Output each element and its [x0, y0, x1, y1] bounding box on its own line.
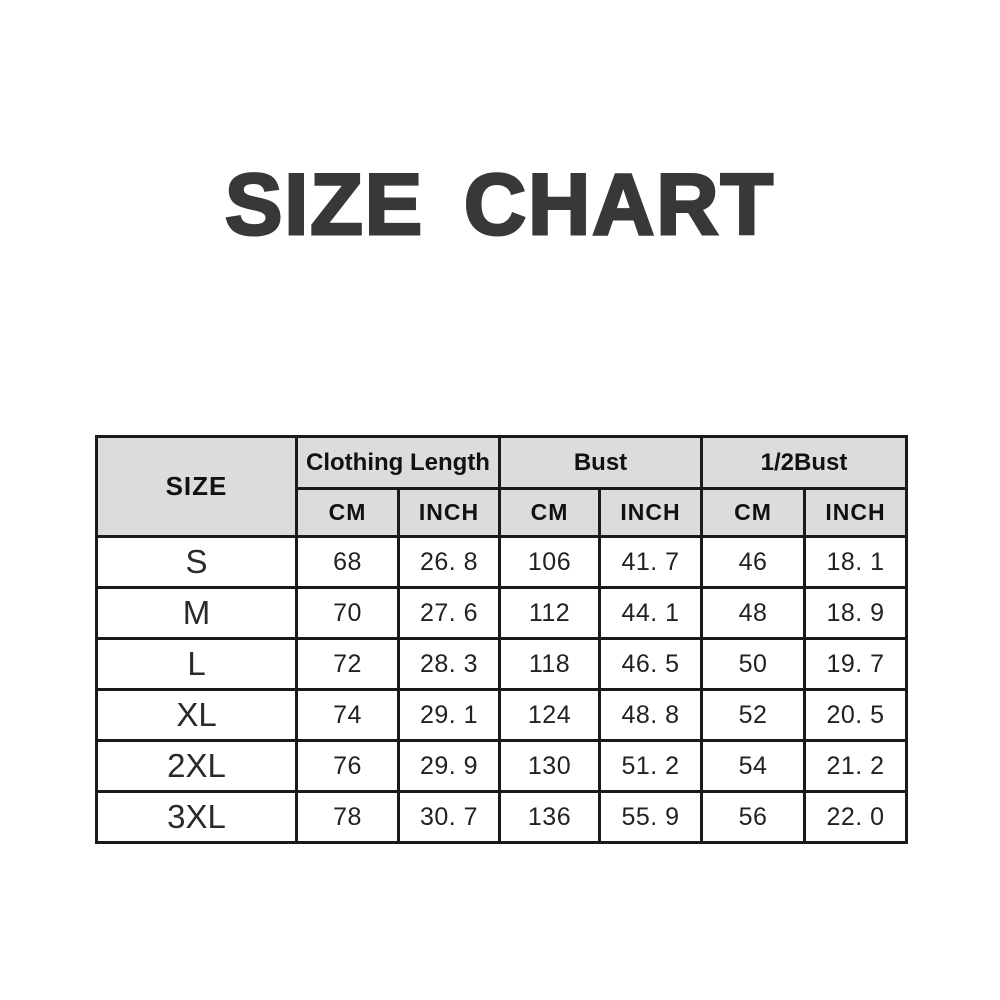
table-cell: 22. 0	[805, 792, 907, 843]
table-cell: 18. 1	[805, 537, 907, 588]
size-cell: 3XL	[97, 792, 297, 843]
table-cell: 76	[297, 741, 399, 792]
col-header-bust: Bust	[500, 437, 702, 489]
unit-header-bust-inch: INCH	[600, 489, 702, 537]
size-cell: M	[97, 588, 297, 639]
table-cell: 29. 1	[399, 690, 500, 741]
table-cell: 118	[500, 639, 600, 690]
table-row-s	[97, 537, 907, 588]
header-row-groups	[97, 437, 907, 489]
table-cell: 46	[702, 537, 805, 588]
table-row-xl	[97, 690, 907, 741]
table-cell: 68	[297, 537, 399, 588]
col-header-size: SIZE	[97, 437, 297, 537]
table-cell: 41. 7	[600, 537, 702, 588]
table-cell: 56	[702, 792, 805, 843]
size-cell: S	[97, 537, 297, 588]
table-cell: 26. 8	[399, 537, 500, 588]
table-cell: 55. 9	[600, 792, 702, 843]
table-cell: 20. 5	[805, 690, 907, 741]
unit-header-clothing-length-cm: CM	[297, 489, 399, 537]
table-cell: 130	[500, 741, 600, 792]
size-cell: 2XL	[97, 741, 297, 792]
table-cell: 54	[702, 741, 805, 792]
table-cell: 74	[297, 690, 399, 741]
table-cell: 44. 1	[600, 588, 702, 639]
table-cell: 46. 5	[600, 639, 702, 690]
table-cell: 27. 6	[399, 588, 500, 639]
table-cell: 21. 2	[805, 741, 907, 792]
table-row-l	[97, 639, 907, 690]
unit-header-half-bust-cm: CM	[702, 489, 805, 537]
table-cell: 19. 7	[805, 639, 907, 690]
table-cell: 72	[297, 639, 399, 690]
table-cell: 30. 7	[399, 792, 500, 843]
table-row-3xl	[97, 792, 907, 843]
page-title: SIZE CHART	[225, 156, 775, 253]
table-cell: 28. 3	[399, 639, 500, 690]
table-cell: 52	[702, 690, 805, 741]
col-header-half-bust: 1/2Bust	[702, 437, 907, 489]
size-chart-table	[95, 435, 908, 844]
table-cell: 18. 9	[805, 588, 907, 639]
unit-header-bust-cm: CM	[500, 489, 600, 537]
col-header-clothing-length: Clothing Length	[297, 437, 500, 489]
table-row-2xl	[97, 741, 907, 792]
size-cell: L	[97, 639, 297, 690]
table-cell: 51. 2	[600, 741, 702, 792]
size-cell: XL	[97, 690, 297, 741]
table-cell: 29. 9	[399, 741, 500, 792]
table-cell: 124	[500, 690, 600, 741]
table-cell: 112	[500, 588, 600, 639]
table-cell: 48	[702, 588, 805, 639]
table-cell: 50	[702, 639, 805, 690]
table-cell: 78	[297, 792, 399, 843]
table-row-m	[97, 588, 907, 639]
unit-header-clothing-length-inch: INCH	[399, 489, 500, 537]
table-cell: 70	[297, 588, 399, 639]
unit-header-half-bust-inch: INCH	[805, 489, 907, 537]
table-cell: 136	[500, 792, 600, 843]
table-cell: 48. 8	[600, 690, 702, 741]
table-cell: 106	[500, 537, 600, 588]
